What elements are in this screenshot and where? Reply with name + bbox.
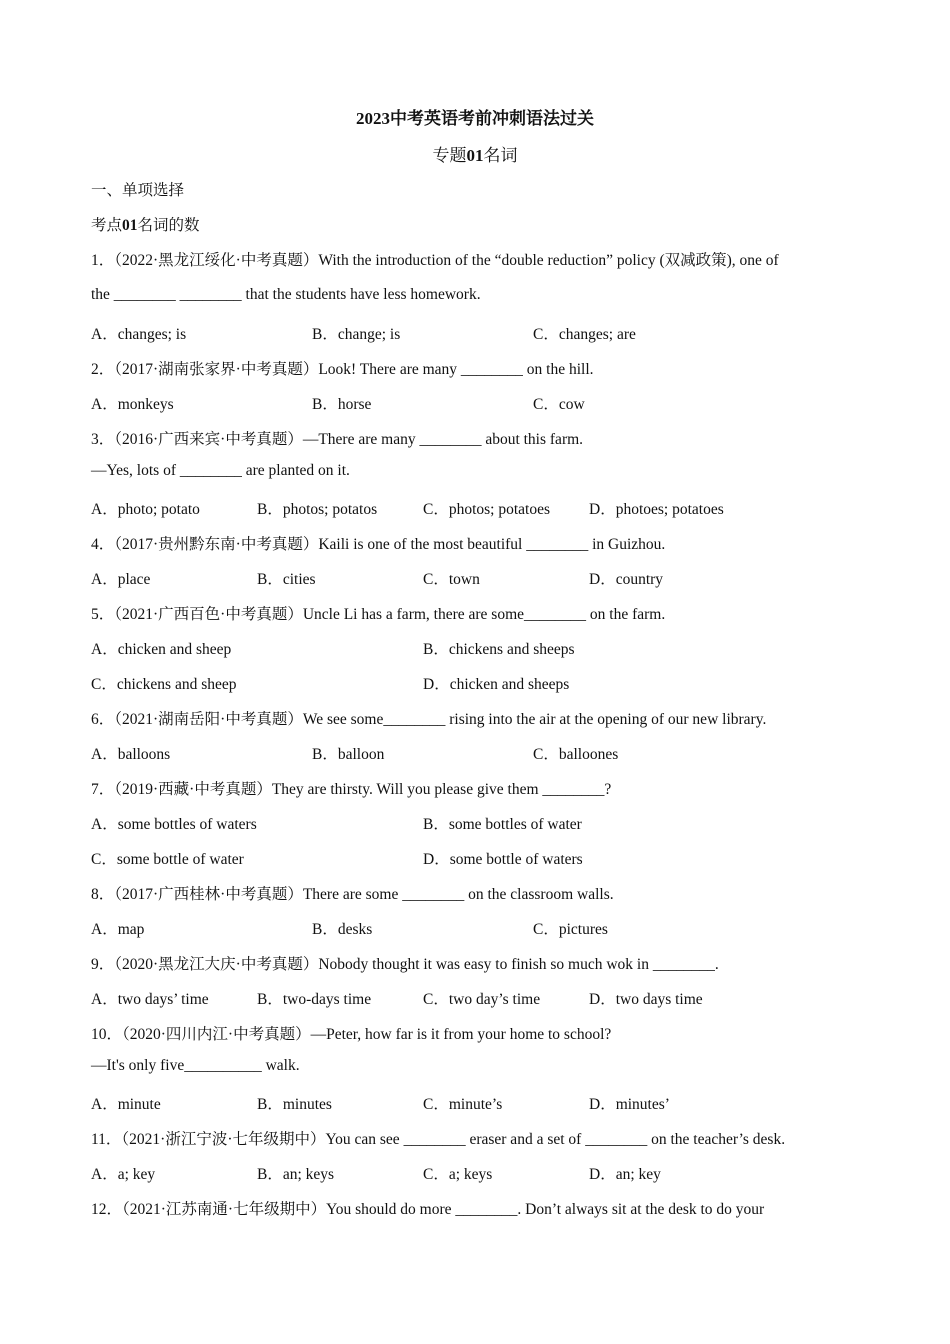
q5-option-a: A．chicken and sheep bbox=[91, 641, 232, 658]
question-6: 6．（2021·湖南岳阳·中考真题）We see some________ rising into the air at the opening of our new library. bbox=[91, 711, 767, 728]
question-5: 5．（2021·广西百色·中考真题）Uncle Li has a farm, there are some________ on the farm. bbox=[91, 606, 666, 623]
q4-option-b: B．cities bbox=[257, 571, 316, 588]
q4-option-c: C．town bbox=[423, 571, 480, 588]
question-9: 9．（2020·黑龙江大庆·中考真题）Nobody thought it was easy to finish so much wok in ________. bbox=[91, 956, 719, 973]
question-12: 12．（2021·江苏南通·七年级期中）You should do more ________. Don’t always sit at the desk to do your bbox=[91, 1201, 765, 1218]
subtitle-prefix: 专题 bbox=[432, 146, 467, 165]
q7-option-b: B．some bottles of water bbox=[423, 816, 582, 833]
q3-option-a: A．photo; potato bbox=[91, 501, 200, 518]
q8-option-c: C．pictures bbox=[533, 921, 608, 938]
q6-option-c: C．balloones bbox=[533, 746, 619, 763]
q1-option-c: C．changes; are bbox=[533, 326, 636, 343]
subtitle-suffix: 名词 bbox=[483, 146, 518, 165]
question-1-line-1: 1．（2022·黑龙江绥化·中考真题）With the introduction of the “double reduction” policy (双减政策), one of bbox=[91, 252, 779, 269]
section-heading: 一、单项选择 bbox=[91, 182, 185, 199]
q10-option-c: C．minute’s bbox=[423, 1096, 503, 1113]
question-2: 2．（2017·湖南张家界·中考真题）Look! There are many ________ on the hill. bbox=[91, 361, 594, 378]
q5-option-c: C．chickens and sheep bbox=[91, 676, 237, 693]
question-10-line-1: 10．（2020·四川内江·中考真题）—Peter, how far is it from your home to school? bbox=[91, 1026, 612, 1043]
q5-option-b: B．chickens and sheeps bbox=[423, 641, 575, 658]
question-3-line-1: 3．（2016·广西来宾·中考真题）—There are many ________ about this farm. bbox=[91, 431, 584, 448]
q10-option-b: B．minutes bbox=[257, 1096, 332, 1113]
q1-option-a: A．changes; is bbox=[91, 326, 187, 343]
question-7: 7．（2019·西藏·中考真题）They are thirsty. Will you please give them ________? bbox=[91, 781, 612, 798]
q9-option-d: D．two days time bbox=[589, 991, 703, 1008]
q4-option-d: D．country bbox=[589, 571, 664, 588]
question-8: 8．（2017·广西桂林·中考真题）There are some ________ on the classroom walls. bbox=[91, 886, 614, 903]
q6-option-a: A．balloons bbox=[91, 746, 171, 763]
point-number: 01 bbox=[122, 217, 138, 234]
q2-option-a: A．monkeys bbox=[91, 396, 174, 413]
q7-option-d: D．some bottle of waters bbox=[423, 851, 583, 868]
question-10-line-2: —It's only five__________ walk. bbox=[91, 1057, 300, 1074]
q10-option-d: D．minutes’ bbox=[589, 1096, 670, 1113]
q9-option-b: B．two-days time bbox=[257, 991, 372, 1008]
document-subtitle bbox=[0, 141, 950, 166]
document-title: 2023中考英语考前冲刺语法过关 bbox=[356, 109, 594, 128]
q11-option-d: D．an; key bbox=[589, 1166, 661, 1183]
question-4: 4．（2017·贵州黔东南·中考真题）Kaili is one of the most beautiful ________ in Guizhou. bbox=[91, 536, 666, 553]
q2-option-b: B．horse bbox=[312, 396, 372, 413]
q1-option-b: B．change; is bbox=[312, 326, 401, 343]
q9-option-c: C．two day’s time bbox=[423, 991, 541, 1008]
subtitle-number: 01 bbox=[466, 146, 484, 165]
q5-option-d: D．chicken and sheeps bbox=[423, 676, 570, 693]
q8-option-a: A．map bbox=[91, 921, 145, 938]
q7-option-c: C．some bottle of water bbox=[91, 851, 244, 868]
question-3-line-2: —Yes, lots of ________ are planted on it. bbox=[91, 462, 350, 479]
q6-option-b: B．balloon bbox=[312, 746, 385, 763]
q10-option-a: A．minute bbox=[91, 1096, 161, 1113]
point-suffix: 名词的数 bbox=[137, 217, 200, 234]
q3-option-b: B．photos; potatos bbox=[257, 501, 378, 518]
q3-option-d: D．photoes; potatoes bbox=[589, 501, 724, 518]
q11-option-c: C．a; keys bbox=[423, 1166, 493, 1183]
q8-option-b: B．desks bbox=[312, 921, 373, 938]
question-1-line-2: the ________ ________ that the students have less homework. bbox=[91, 286, 481, 303]
q7-option-a: A．some bottles of waters bbox=[91, 816, 257, 833]
q9-option-a: A．two days’ time bbox=[91, 991, 209, 1008]
q11-option-b: B．an; keys bbox=[257, 1166, 335, 1183]
q4-option-a: A．place bbox=[91, 571, 151, 588]
question-11: 11．（2021·浙江宁波·七年级期中）You can see ________ eraser and a set of ________ on the teacher’s desk. bbox=[91, 1131, 786, 1148]
q11-option-a: A．a; key bbox=[91, 1166, 156, 1183]
point-heading bbox=[91, 213, 200, 235]
q3-option-c: C．photos; potatoes bbox=[423, 501, 551, 518]
q2-option-c: C．cow bbox=[533, 396, 585, 413]
point-prefix: 考点 bbox=[91, 217, 123, 234]
